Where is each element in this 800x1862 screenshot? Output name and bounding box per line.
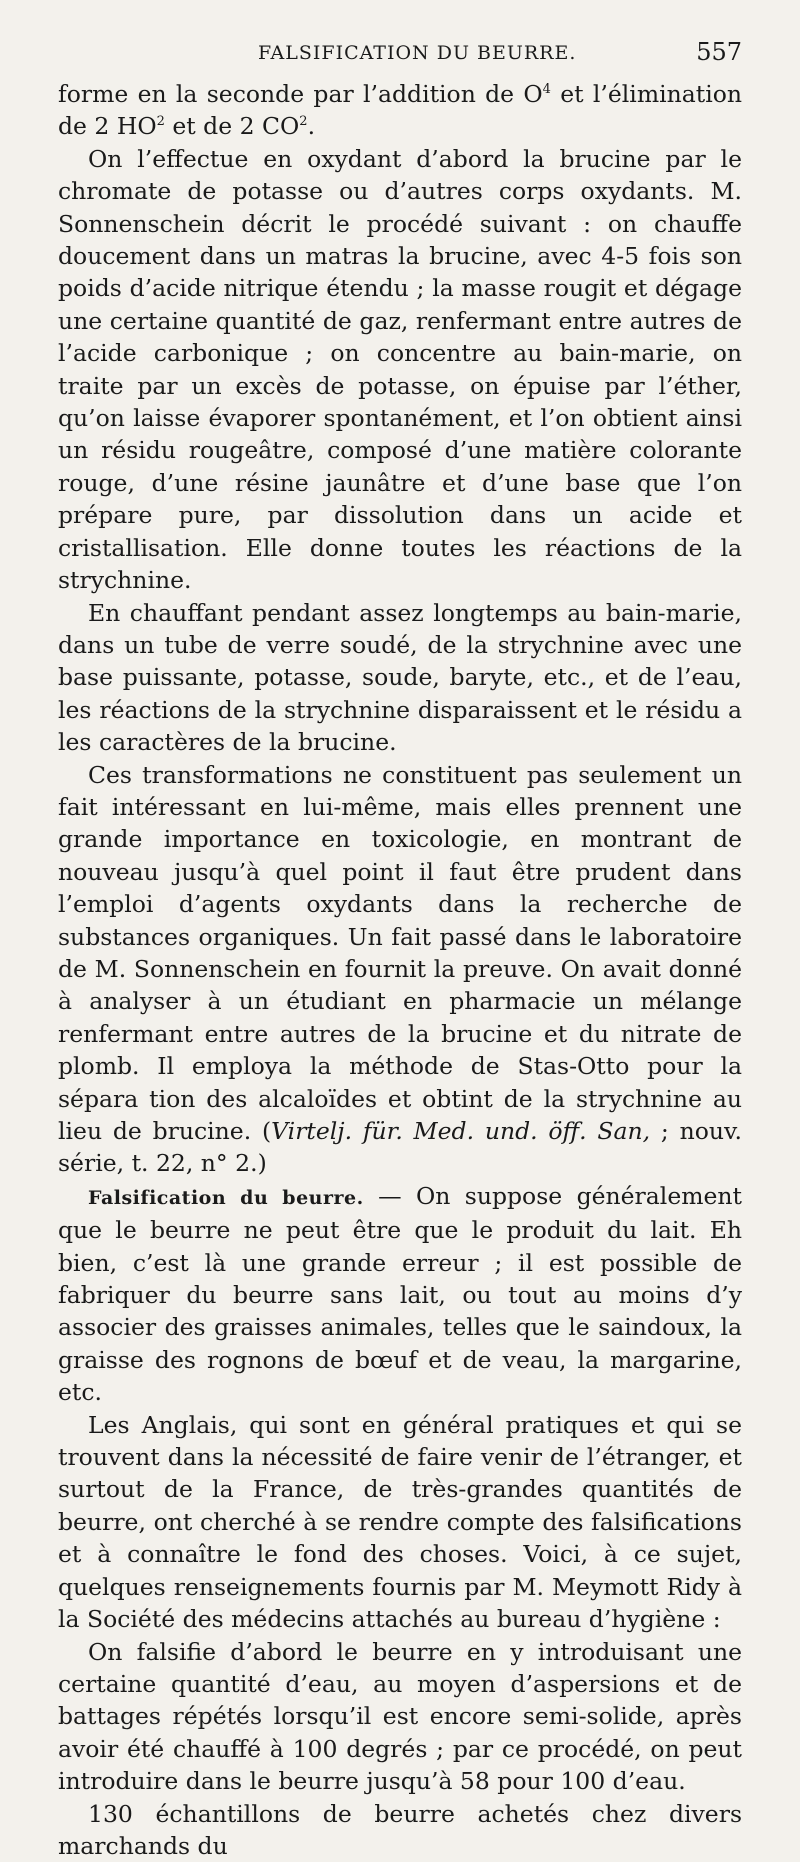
page-number: 557 (696, 38, 742, 66)
paragraph-strychnine-heating: En chauffant pendant assez longtemps au bain-marie, dans un tube de verre soudé, de la strychnine avec une base puissante, potasse, soude, baryte, etc., et de l’eau, les réactions de la strychnine disparaissent et le résidu a les caractères de la brucine. (58, 598, 742, 757)
text-run: et de 2 CO (164, 112, 300, 141)
page-body (58, 78, 742, 1862)
paragraph-toxicology (58, 759, 742, 1180)
citation: Virtelj. für. Med. und. öff. San, (271, 1117, 651, 1145)
paragraph-english: Les Anglais, qui sont en général pratiques et qui se trouvent dans la nécessité de faire venir de l’étranger, et surtout de la France, de très-grandes quantités de beurre, ont cherché à se rendre compte des falsifications et à connaître le fond des choses. Voici, à ce sujet, quelques renseignements fournis par M. Meymott Ridy à la Société des médecins attachés au bureau d’hygiène : (58, 1410, 742, 1634)
superscript: 4 (542, 82, 551, 98)
text-run: et l’élimination de 2 HO (58, 80, 743, 141)
paragraph-continuation (58, 78, 742, 143)
superscript: 2 (156, 114, 165, 130)
text-run: forme en la seconde par l’addition de O (58, 80, 543, 108)
paragraph-brucine-oxidation: On l’effectue en oxydant d’abord la brucine par le chromate de potasse ou d’autres corps oxydants. M. Sonnenschein décrit le procédé suivant : on chauffe doucement dans un matras la brucine, avec 4-5 fois son poids d’acide nitrique étendu ; la masse rougit et dégage une certaine quantité de gaz, renfermant entre autres de l’acide carbonique ; on concentre au bain-marie, on traite par un excès de potasse, on épuise par l’éther, qu’on laisse évaporer spontanément, et l’on obtient ainsi un résidu rougeâtre, composé d’une matière colorante rouge, d’une résine jaunâtre et d’une base que l’on prépare pure, par dissolution dans un acide et cristallisation. Elle donne toutes les réactions de la strychnine. (58, 144, 742, 595)
paragraph-samples: 130 échantillons de beurre achetés chez divers marchands du (58, 1799, 742, 1860)
text-run: ; nouv. série, t. 22, n° 2.) (58, 1117, 742, 1178)
paragraph-butter-falsification (58, 1180, 742, 1409)
text-run: Ces transformations ne constituent pas seulement un fait intéressant en lui-même, mais elles prennent une grande importance en toxicologie, en montrant de nouveau jusqu’à quel point il faut être prudent dans l’emploi d’agents oxydants dans la recherche de substances organiques. Un fait passé dans le laboratoire de M. Sonnenschein en fournit la preuve. On avait donné à analyser à un étudiant en pharmacie un mélange renfermant entre autres de la brucine et du nitrate de plomb. Il employa la méthode de Stas-Otto pour la sépara tion des alcaloïdes et obtint de la strychnine au lieu de brucine. ( (58, 760, 742, 1145)
running-header (58, 38, 742, 78)
section-heading: Falsification du beurre. (88, 1186, 364, 1209)
text-run: . (307, 112, 316, 141)
running-title: FALSIFICATION DU BEURRE. (258, 42, 577, 64)
text-run: — On suppose généralement que le beurre ne peut être que le produit du lait. Eh bien, c’est là une grande erreur ; il est possible de fabriquer du beurre sans lait, ou tout au moins d’y associer des graisses animales, telles que le saindoux, la graisse des rognons de bœuf et de veau, la margarine, etc. (58, 1181, 742, 1407)
superscript: 2 (299, 114, 308, 130)
paragraph-water-adulteration: On falsifie d’abord le beurre en y introduisant une certaine quantité d’eau, au moyen d’aspersions et de battages répétés lorsqu’il est encore semi-solide, après avoir été chauffé à 100 degrés ; par ce procédé, on peut introduire dans le beurre jusqu’à 58 pour 100 d’eau. (58, 1637, 742, 1796)
